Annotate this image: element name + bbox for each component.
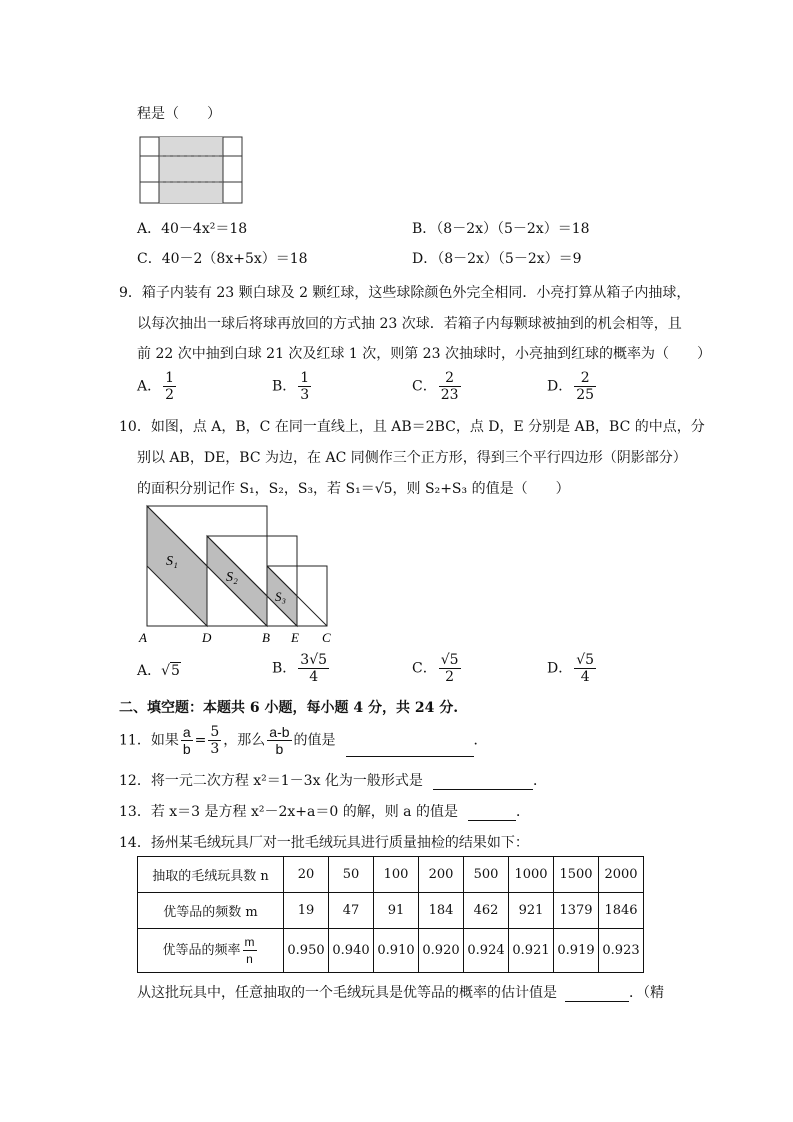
- table-cell: 462: [464, 893, 509, 929]
- table-row: [138, 857, 644, 893]
- q10-option-c-num: √5: [440, 652, 459, 668]
- table-cell: 91: [374, 893, 419, 929]
- table-cell: 0.920: [419, 929, 464, 973]
- label-e: E: [291, 630, 299, 645]
- q10-option-c-label: C．: [412, 660, 437, 677]
- table-row: [138, 893, 644, 929]
- q11-eq: =: [194, 732, 207, 749]
- q10-figure: [136, 503, 336, 645]
- q10-option-b-den: 4: [309, 669, 319, 685]
- q10-option-c: [412, 652, 463, 685]
- row3-frac-den: n: [246, 952, 253, 966]
- q10-option-d: [547, 652, 598, 685]
- table-header-cell: [138, 929, 284, 973]
- table-cell: 1500: [554, 857, 599, 893]
- q9-option-c-num: 2: [439, 370, 461, 387]
- table-cell: 0.923: [599, 929, 644, 973]
- q10-option-d-den: 4: [580, 669, 590, 685]
- label-s1: S₁: [166, 554, 178, 569]
- table-cell: 0.919: [554, 929, 599, 973]
- q11-b: b: [182, 741, 191, 757]
- table-header-cell: 优等品的频数 m: [138, 893, 284, 929]
- q9-option-d-label: D．: [547, 378, 573, 395]
- q9-option-d-num: 2: [574, 370, 596, 387]
- q9-option-d: [547, 370, 598, 403]
- q8-figure: [139, 136, 243, 204]
- q9-option-b: [272, 370, 313, 403]
- q10-option-b-num: 3√5: [300, 652, 328, 668]
- table-cell: 19: [284, 893, 329, 929]
- table-cell: 1379: [554, 893, 599, 929]
- table-cell: 0.921: [509, 929, 554, 973]
- q9-option-c-label: C．: [412, 378, 437, 395]
- q8-option-a: A．40－4x²＝18: [137, 221, 248, 237]
- label-d: D: [202, 630, 212, 645]
- table-cell: 200: [419, 857, 464, 893]
- section-title: 二、填空题：本题共 6 小题，每小题 4 分，共 24 分.: [119, 700, 459, 716]
- table-cell: 0.910: [374, 929, 419, 973]
- q10-option-a-label: A．: [137, 663, 162, 679]
- q12-answer-blank[interactable]: [433, 775, 533, 790]
- table-header-cell: 抽取的毛绒玩具数 n: [138, 857, 284, 893]
- q12-text: 12．将一元二次方程 x²＝1－3x 化为一般形式是: [119, 773, 423, 789]
- q8-option-b: B．（8－2x）（5－2x）＝18: [412, 221, 590, 237]
- q10-option-b: [272, 652, 331, 685]
- q9-option-a: [137, 370, 178, 403]
- q14-after-text: 从这批玩具中，任意抽取的一个毛绒玩具是优等品的概率的估计值是: [137, 985, 557, 1001]
- q12: [119, 770, 547, 790]
- table-cell: 2000: [599, 857, 644, 893]
- q10-line3: 的面积分别记作 S₁，S₂，S₃，若 S₁＝√5，则 S₂+S₃ 的值是（ ）: [137, 481, 570, 497]
- q10-option-c-den: 2: [445, 669, 455, 685]
- q10-option-d-num: √5: [576, 652, 595, 668]
- q9-option-d-den: 25: [576, 387, 595, 403]
- table-cell: 1000: [509, 857, 554, 893]
- q11-post: 的值是: [293, 732, 336, 749]
- q13: [119, 801, 530, 821]
- q10-option-d-label: D．: [547, 660, 573, 677]
- q8-stem-tail: 程是（ ）: [137, 106, 221, 122]
- table-cell: 1846: [599, 893, 644, 929]
- label-c: C: [322, 630, 331, 645]
- q9-option-a-den: 2: [165, 387, 175, 403]
- q8-option-d: D．（8－2x）（5－2x）＝9: [412, 251, 582, 267]
- label-a: A: [139, 630, 147, 645]
- table-cell: 50: [329, 857, 374, 893]
- label-s2: S₂: [226, 570, 238, 585]
- q10-line1: 10．如图，点 A，B，C 在同一直线上，且 AB＝2BC，点 D，E 分别是 AB，BC 的中点，分: [119, 419, 705, 435]
- q14-answer-blank[interactable]: [565, 987, 629, 1002]
- table-cell: 0.950: [284, 929, 329, 973]
- q8-option-c: C．40－2（8x+5x）＝18: [137, 251, 308, 267]
- q10-option-a: A．√5: [137, 663, 180, 679]
- q11-five: 5: [210, 724, 220, 740]
- q12-end: ．: [532, 773, 547, 789]
- q9-line1: 9．箱子内装有 23 颗白球及 2 颗红球，这些球除颜色外完全相同．小亮打算从箱子内抽球，: [119, 285, 691, 301]
- q11-b2: b: [275, 741, 284, 757]
- q10-option-b-label: B．: [272, 660, 297, 677]
- row3-header-text: 优等品的频率: [162, 943, 241, 958]
- q11-end: ．: [473, 732, 488, 749]
- label-s3: S₃: [275, 589, 287, 604]
- q10-line2: 别以 AB，DE，BC 为边，在 AC 同侧作三个正方形，得到三个平行四边形（阴影部分）: [137, 450, 687, 466]
- q11-a: a: [182, 724, 191, 740]
- q14-after: [137, 982, 664, 1002]
- q11-answer-blank[interactable]: [346, 742, 474, 757]
- q10-option-a-val: 5: [171, 663, 180, 679]
- label-b: B: [262, 630, 270, 645]
- table-row: [138, 929, 644, 973]
- q13-end: ．: [515, 804, 530, 820]
- q9-line3: 前 22 次中抽到白球 21 次及红球 1 次，则第 23 次抽球时，小亮抽到红球的概率为（ ）: [137, 346, 711, 362]
- q11: [119, 724, 488, 757]
- q11-pre: 11．如果: [119, 732, 179, 749]
- table-cell: 921: [509, 893, 554, 929]
- q9-option-c: [412, 370, 463, 403]
- table-cell: 100: [374, 857, 419, 893]
- q9-option-c-den: 23: [440, 387, 459, 403]
- q14-after-end: ．（精: [629, 985, 664, 1001]
- q9-option-b-num: 1: [300, 370, 310, 386]
- q14-text: 14．扬州某毛绒玩具厂对一批毛绒玩具进行质量抽检的结果如下：: [119, 835, 529, 851]
- table-cell: 500: [464, 857, 509, 893]
- table-cell: 0.924: [464, 929, 509, 973]
- q13-text: 13．若 x＝3 是方程 x²－2x+a＝0 的解，则 a 的值是: [119, 804, 458, 820]
- q11-amb: a-b: [269, 724, 290, 740]
- row3-frac-num: m: [244, 935, 255, 949]
- q9-option-a-label: A．: [137, 378, 162, 395]
- q11-three: 3: [210, 741, 220, 757]
- q14-table: [137, 856, 644, 973]
- table-cell: 47: [329, 893, 374, 929]
- q11-mid: ，那么: [223, 732, 266, 749]
- table-cell: 20: [284, 857, 329, 893]
- table-cell: 184: [419, 893, 464, 929]
- q13-answer-blank[interactable]: [468, 806, 516, 821]
- table-cell: 0.940: [329, 929, 374, 973]
- q9-line2: 以每次抽出一球后将球再放回的方式抽 23 次球．若箱子内每颗球被抽到的机会相等，且: [137, 316, 682, 332]
- q9-option-b-den: 3: [300, 387, 310, 403]
- q9-option-a-num: 1: [165, 370, 175, 386]
- q9-option-b-label: B．: [272, 378, 297, 395]
